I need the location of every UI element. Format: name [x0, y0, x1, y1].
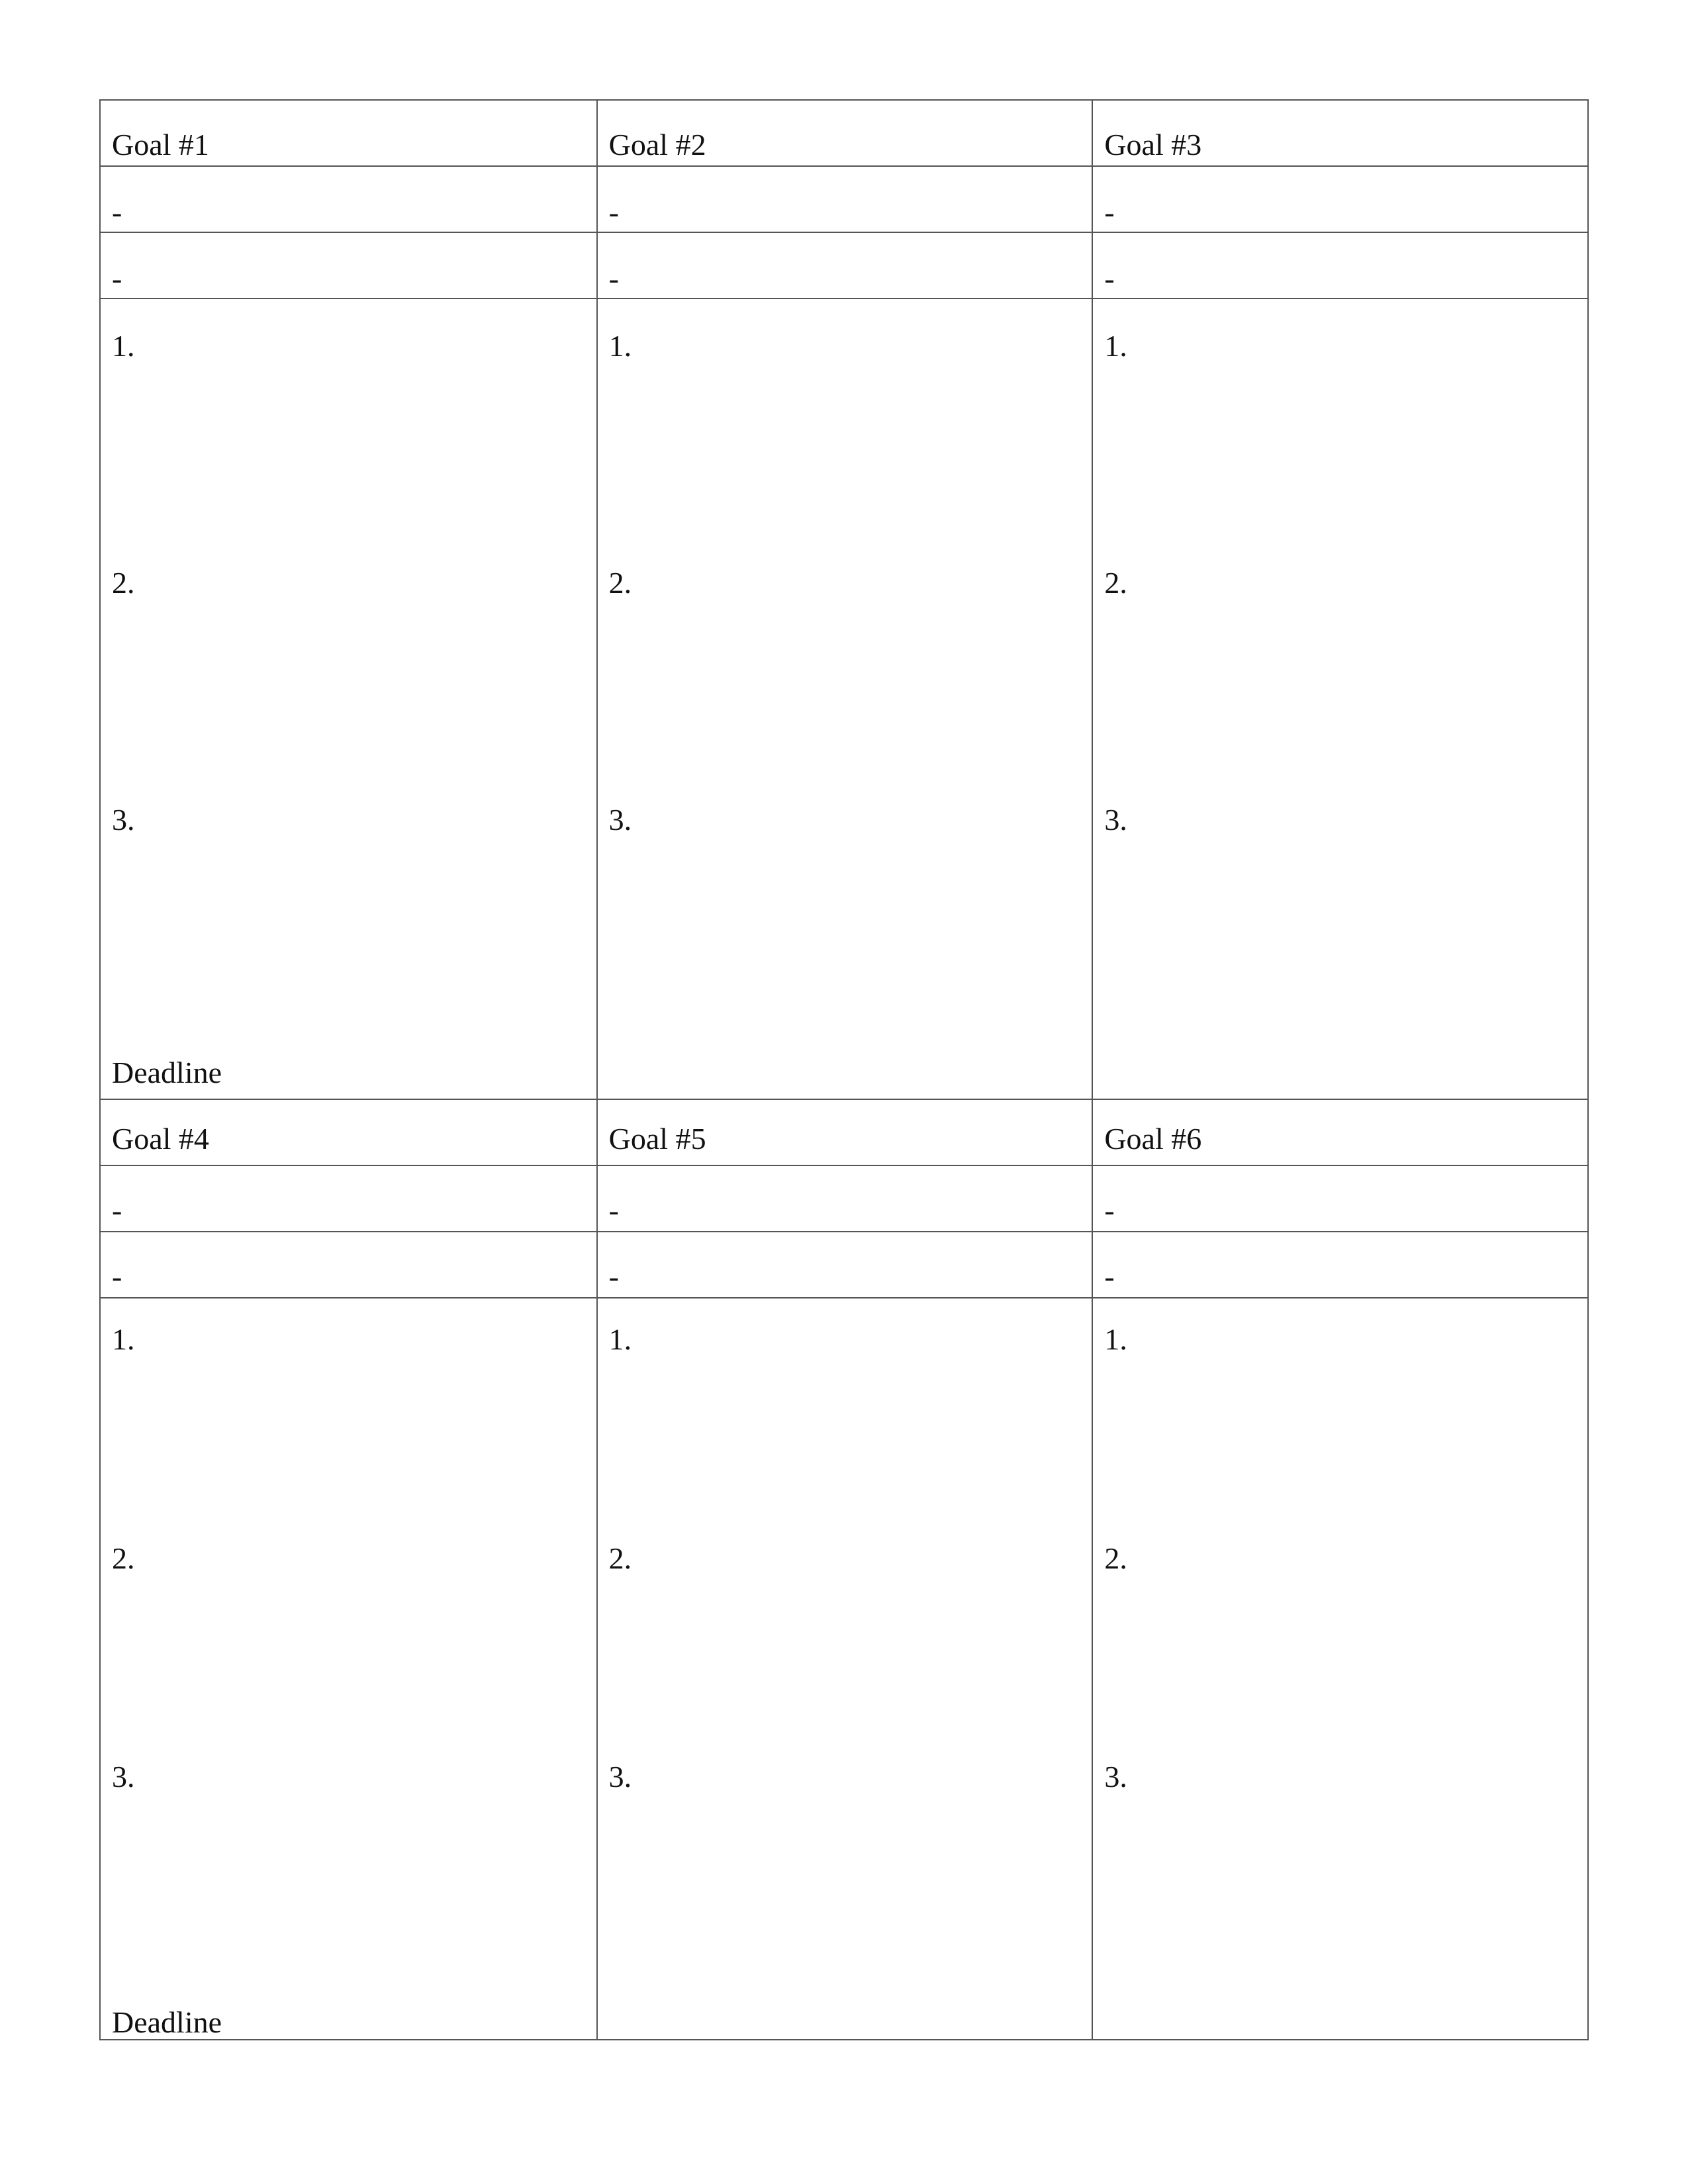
- goal-title: Goal #6: [1104, 1122, 1202, 1156]
- goal-detail: -: [1104, 1193, 1115, 1227]
- goal-planner-sheet: [99, 99, 1589, 2040]
- goals-block-1: [101, 101, 1587, 1100]
- goal-detail-row: [101, 1232, 596, 1298]
- goal-detail-row: [101, 167, 596, 233]
- goal-title-row: [101, 1100, 596, 1166]
- step-number: 3.: [112, 803, 135, 837]
- goal-column-2: [596, 101, 1092, 1100]
- goal-detail: -: [1104, 1259, 1115, 1293]
- goal-detail: -: [112, 195, 122, 229]
- goal-detail-row: [1093, 1166, 1587, 1232]
- goal-detail: -: [608, 261, 619, 295]
- goal-title: Goal #1: [112, 128, 209, 161]
- step-number: 3.: [608, 803, 632, 837]
- goal-detail-row: [101, 233, 596, 299]
- goal-detail-row: [598, 1232, 1092, 1298]
- goal-title-row: [101, 101, 596, 167]
- goal-title-row: [1093, 101, 1587, 167]
- goal-column-6: [1092, 1100, 1587, 2039]
- goal-detail-row: [1093, 167, 1587, 233]
- goal-title: Goal #2: [608, 128, 706, 161]
- goal-detail: -: [112, 1193, 122, 1227]
- deadline-label: Deadline: [112, 2005, 222, 2039]
- deadline-label: Deadline: [112, 1056, 222, 1089]
- step-number: 2.: [608, 1541, 632, 1575]
- step-number: 3.: [1104, 1760, 1127, 1794]
- goal-detail: -: [608, 1259, 619, 1293]
- goal-detail: -: [112, 261, 122, 295]
- goal-detail-row: [1093, 233, 1587, 299]
- goal-column-5: [596, 1100, 1092, 2039]
- goal-title: Goal #4: [112, 1122, 209, 1156]
- step-number: 1.: [608, 329, 632, 363]
- goal-title: Goal #5: [608, 1122, 706, 1156]
- step-number: 2.: [608, 566, 632, 600]
- goal-detail-row: [598, 1166, 1092, 1232]
- goals-block-2: [101, 1100, 1587, 2039]
- goal-column-3: [1092, 101, 1587, 1100]
- goal-detail: -: [1104, 195, 1115, 229]
- step-number: 3.: [112, 1760, 135, 1794]
- goal-detail-row: [598, 233, 1092, 299]
- step-number: 2.: [1104, 1541, 1127, 1575]
- goal-detail: -: [608, 1193, 619, 1227]
- step-number: 1.: [1104, 329, 1127, 363]
- goal-detail-row: [598, 167, 1092, 233]
- goal-detail: -: [1104, 261, 1115, 295]
- step-number: 2.: [112, 1541, 135, 1575]
- goal-title: Goal #3: [1104, 128, 1202, 161]
- step-number: 1.: [608, 1322, 632, 1356]
- step-number: 3.: [1104, 803, 1127, 837]
- goal-title-row: [598, 101, 1092, 167]
- goal-detail-row: [1093, 1232, 1587, 1298]
- step-number: 1.: [112, 329, 135, 363]
- goal-title-row: [1093, 1100, 1587, 1166]
- goal-detail: -: [608, 195, 619, 229]
- step-number: 2.: [112, 566, 135, 600]
- goal-detail-row: [101, 1166, 596, 1232]
- step-number: 1.: [112, 1322, 135, 1356]
- goal-column-1: [101, 101, 596, 1100]
- step-number: 2.: [1104, 566, 1127, 600]
- goal-detail: -: [112, 1259, 122, 1293]
- goal-title-row: [598, 1100, 1092, 1166]
- step-number: 1.: [1104, 1322, 1127, 1356]
- step-number: 3.: [608, 1760, 632, 1794]
- goal-column-4: [101, 1100, 596, 2039]
